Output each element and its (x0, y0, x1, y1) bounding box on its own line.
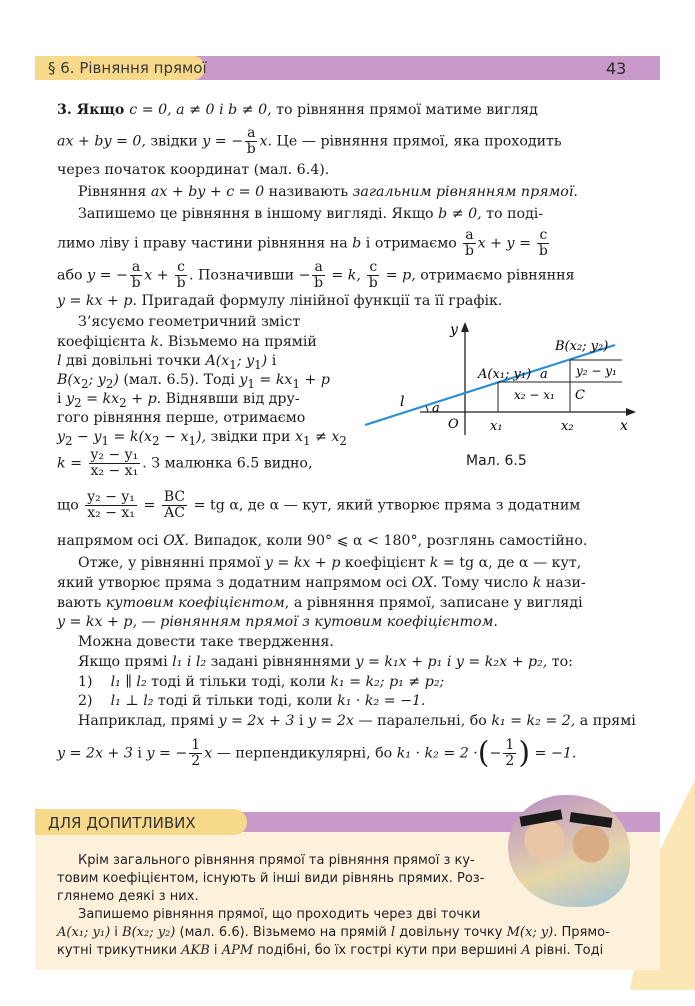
text-line: і $y_2 = kx_2 + p$. Віднявши від дру- (57, 391, 300, 410)
figure-6-5 (350, 320, 640, 445)
line-l (365, 345, 615, 425)
text-line: Запишемо це рівняння в іншому вигляді. Якщо b ≠ 0, то поді- (78, 206, 544, 222)
y-axis-arrow (461, 322, 469, 332)
text-line: напрямом осі OX. Випадок, коли 90° ⩽ α < 180°, розглянь самостійно. (57, 533, 588, 549)
angle-arc (426, 406, 428, 412)
text-line: вають кутовим коефіцієнтом, а рівняння прямої, записане у вигляді (57, 595, 583, 611)
figure-caption: Мал. 6.5 (466, 453, 527, 469)
box-text-line: Запишемо рівняння прямої, що проходить через дві точки (78, 907, 481, 922)
text-line: l дві довільні точки $A(x_1$; $y_1$) і (57, 353, 277, 372)
box-text-line: A(x₁; y₁) і B(x₂; y₂) (мал. 6.6). Візьмемо на прямій l довільну точку M(x; y). Прямо- (57, 925, 610, 940)
x-axis-arrow (626, 408, 636, 416)
text-line: гого рівняння перше, отримаємо (57, 410, 306, 426)
text-line: $B(x_2$; $y_2$) (мал. 6.5). Тоді $y_1 = kx_1 + p$ (57, 372, 330, 391)
box-text-line: Крім загального рівняння прямої та рівняння прямої з ку- (78, 853, 475, 868)
text-line: Отже, у рівнянні прямої y = kx + p коефіцієнт k = tg α, де α — кут, (78, 555, 582, 571)
text-line: Якщо прямі l₁ і l₂ задані рівняннями y = k₁x + p₁ і y = k₂x + p₂, то: (78, 654, 573, 670)
label-point-b: B(x₂; y₂) (555, 339, 609, 354)
box-text-line: кутні трикутники AKB і APM подібні, бо їх гострі кути при вершині A рівні. Тоді (57, 943, 604, 958)
section-title: § 6. Рівняння прямої (48, 59, 207, 77)
text-line: Рівняння ax + by + c = 0 називають загальним рівнянням прямої. (78, 184, 578, 200)
text-line: y = kx + p, — рівнянням прямої з кутовим коефіцієнтом. (57, 614, 498, 630)
text-line: y = kx + p. Пригадай формулу лінійної функції та її графік. (57, 293, 503, 309)
text-line: який утворює пряма з додатним напрямом осі OX. Тому число k нази- (57, 575, 586, 591)
label-dx: x₂ − x₁ (514, 388, 555, 402)
text-line: через початок координат (мал. 6.4). (57, 162, 330, 178)
curious-box-title: ДЛЯ ДОПИТЛИВИХ (48, 814, 196, 832)
label-y: y (450, 322, 458, 338)
label-x2: x₂ (561, 419, 574, 434)
text-line: 3. Якщо c = 0, a ≠ 0 і b ≠ 0, то рівняння прямої матиме вигляд (57, 102, 538, 118)
text-line: Наприклад, прямі y = 2x + 3 і y = 2x — паралельні, бо k₁ = k₂ = 2, а прямі (78, 713, 636, 729)
label-l: l (400, 394, 405, 410)
text-line: коефіцієнта k. Візьмемо на прямій (57, 334, 317, 350)
text-line: ax + by = 0, звідки y = − $\frac{a}{b}$ x. Це — рівняння прямої, яка проходить (57, 125, 562, 157)
label-alpha: a (432, 401, 440, 416)
text-line: y = 2x + 3 і y = − $\frac{1}{2}$ x — перпендикулярні, бо k₁ · k₂ = 2 ·(− $\frac{1}{2}$ ) = −1. (57, 735, 577, 771)
text-line: k = $\frac{\text{y₂ − y₁}}{\text{x₂ − x₁}}$ . З малюнка 6.5 видно, (57, 447, 313, 479)
box-text-line: товим коефіцієнтом, існують й інші види рівнянь прямих. Роз- (57, 871, 485, 886)
text-line: 2) l₁ ⊥ l₂ тоді й тільки тоді, коли k₁ · k₂ = −1. (78, 693, 426, 709)
label-c: C (575, 388, 585, 403)
label-dy: y₂ − y₁ (576, 364, 617, 378)
text-line: або y = − $\frac{a}{b}$ x + $\frac{c}{b}$ . Позначивши − $\frac{a}{b}$ = k, $\frac{c}{b}$ = p, отримаємо рівняння (57, 259, 575, 291)
label-alpha-2: a (540, 367, 548, 382)
text-line: що $\frac{\text{y₂ − y₁}}{\text{x₂ − x₁}}$ = $\frac{BC}{AC}$ = tg α, де α — кут, який утворює пряма з додатним (57, 489, 581, 521)
page-number: 43 (606, 59, 627, 78)
text-line: З’ясуємо геометричний зміст (78, 314, 301, 330)
graduation-cap-icon (519, 809, 562, 826)
text-line: $y_2 - y_1 = k(x_2 - x_1)$, звідки при $x_1 \ne x_2$ (57, 429, 347, 448)
box-text-line: глянемо деякі з них. (57, 889, 199, 904)
label-o: O (448, 417, 459, 432)
label-x: x (620, 418, 628, 434)
text-line: лимо ліву і праву частини рівняння на b і отримаємо $\frac{a}{b}$ x + y = $\frac{c}{b}$ (57, 227, 548, 259)
graduation-cap-icon (570, 812, 613, 828)
text-line: 1) l₁ ∥ l₂ тоді й тільки тоді, коли k₁ = k₂; p₁ ≠ p₂; (78, 674, 445, 690)
label-point-a: A(x₁; y₁) (478, 367, 532, 382)
label-x1: x₁ (490, 419, 503, 434)
text-line: Можна довести таке твердження. (78, 634, 334, 650)
